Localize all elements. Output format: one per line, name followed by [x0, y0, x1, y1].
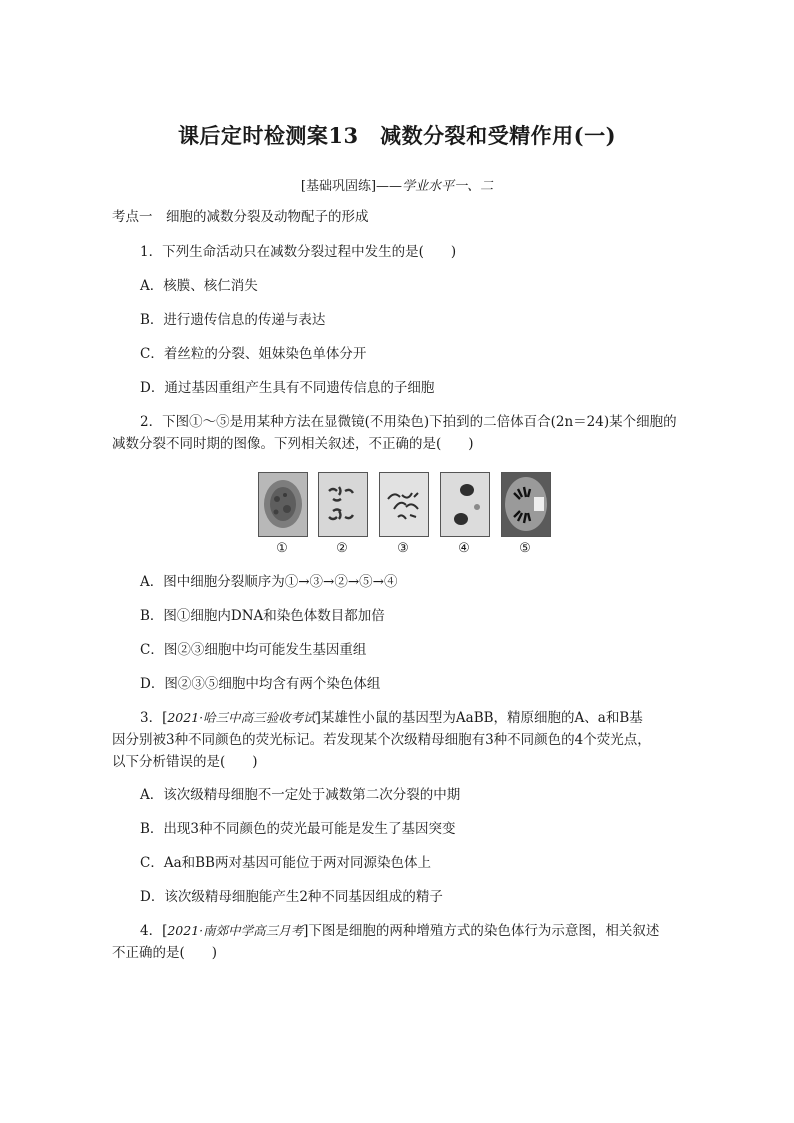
figure-label-2: ② — [336, 541, 348, 556]
section-heading-left: [基础巩固练]—— — [300, 179, 403, 194]
q2-stem-line1: 2．下图①～⑤是用某种方法在显微镜(不用染色)下拍到的二倍体百合(2n＝24)某个细胞的 — [140, 414, 677, 430]
q3-source-tag: 2021·哈三中高三验收考试 — [167, 710, 316, 725]
q3-stem-line3: 以下分析错误的是( ) — [112, 754, 258, 770]
micrograph-3 — [379, 472, 429, 537]
q3-option-a: A．该次级精母细胞不一定处于减数第二次分裂的中期 — [140, 787, 461, 803]
q1-option-d: D．通过基因重组产生具有不同遗传信息的子细胞 — [140, 380, 435, 396]
q3-stem-line1 — [140, 709, 643, 727]
q4-stem-line1 — [140, 922, 659, 940]
micrograph-2 — [318, 472, 368, 537]
figure-label-5: ⑤ — [519, 541, 531, 556]
q2-option-a: A．图中细胞分裂顺序为①→③→②→⑤→④ — [140, 574, 398, 590]
topic-heading: 考点一 细胞的减数分裂及动物配子的形成 — [112, 209, 369, 225]
q1-option-b: B．进行遗传信息的传递与表达 — [140, 312, 326, 328]
q1-option-c: C．着丝粒的分裂、姐妹染色单体分开 — [140, 346, 367, 362]
page-title: 课后定时检测案13 减数分裂和受精作用(一) — [177, 123, 617, 148]
q2-option-b: B．图①细胞内DNA和染色体数目都加倍 — [140, 608, 385, 624]
q4-stem-line2: 不正确的是( ) — [112, 945, 218, 961]
q4-number: 4．[ — [140, 923, 168, 939]
q1-option-a: A．核膜、核仁消失 — [140, 278, 258, 294]
q3-option-d: D．该次级精母细胞能产生2种不同基因组成的精子 — [140, 889, 443, 905]
section-heading-right: 学业水平一、二 — [402, 179, 494, 194]
figure-label-4: ④ — [458, 541, 470, 556]
figure-label-3: ③ — [397, 541, 409, 556]
q3-number: 3．[ — [140, 710, 168, 726]
q3-stem-line2: 因分别被3种不同颜色的荧光标记。若发现某个次级精母细胞有3种不同颜色的4个荧光点， — [112, 732, 651, 748]
q2-option-c: C．图②③细胞中均可能发生基因重组 — [140, 642, 367, 658]
section-heading — [0, 175, 794, 194]
q4-stem-rest: ]下图是细胞的两种增殖方式的染色体行为示意图，相关叙述 — [303, 923, 660, 939]
figure-label-1: ① — [276, 541, 288, 556]
q3-option-c: C．Aa和BB两对基因可能位于两对同源染色体上 — [140, 855, 431, 871]
q4-source-tag: 2021·南郊中学高三月考 — [167, 923, 304, 938]
q2-stem-line2: 减数分裂不同时期的图像。下列相关叙述，不正确的是( ) — [112, 436, 474, 452]
micrograph-5 — [501, 472, 551, 537]
micrograph-4 — [440, 472, 490, 537]
q3-stem-rest: ]某雄性小鼠的基因型为AaBB，精原细胞的A、a和B基 — [315, 710, 643, 726]
micrograph-figure — [258, 472, 548, 538]
micrograph-1 — [258, 472, 308, 537]
q2-option-d: D．图②③⑤细胞中均含有两个染色体组 — [140, 676, 381, 692]
q1-stem: 1．下列生命活动只在减数分裂过程中发生的是( ) — [140, 244, 457, 260]
q3-option-b: B．出现3种不同颜色的荧光最可能是发生了基因突变 — [140, 821, 456, 837]
